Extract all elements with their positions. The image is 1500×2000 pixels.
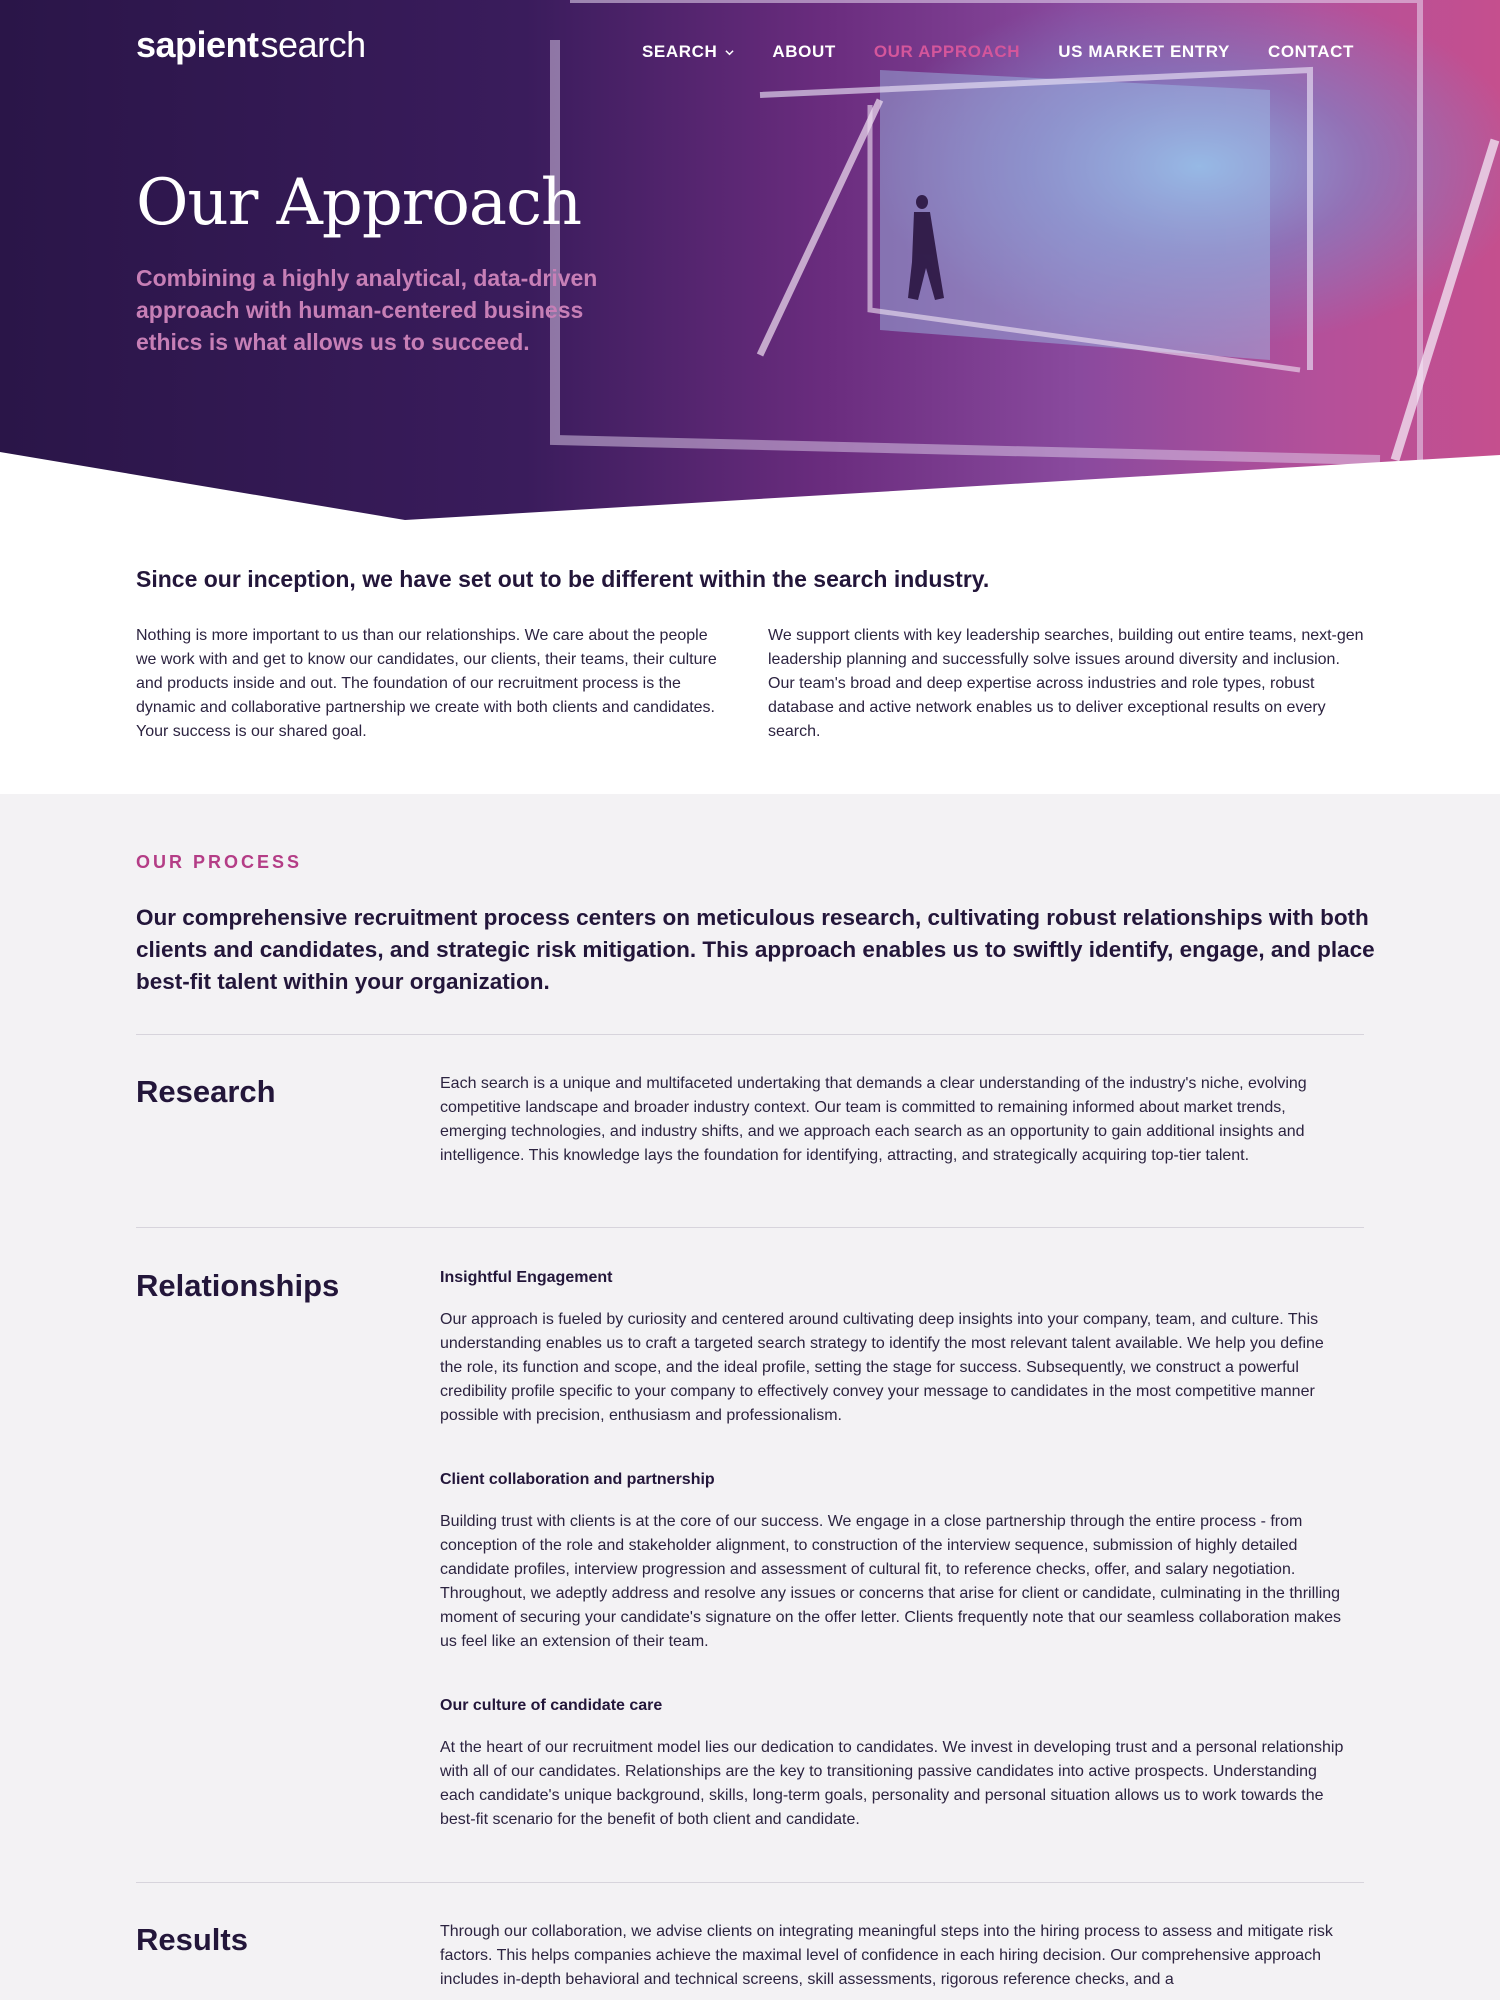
divider: [136, 1227, 1364, 1228]
paragraph-client-collaboration: Building trust with clients is at the core of our success. We engage in a close partnership through the entire process - from conception of the role and stakeholder alignment, to construction of the interview sequence, submission of highly detailed candidate profiles, interview progression and assessment of cultural fit, to reference checks, offer, and salary negotiation. Throughout, we adeptly address and resolve any issues or concerns that arise for client or candidate, culminating in the thrilling moment of securing your candidate's signature on the offer letter. Clients frequently note that our seamless collaboration makes us feel like an extension of their team.: [440, 1513, 1342, 1650]
process-eyebrow: OUR PROCESS: [136, 852, 303, 872]
results-body: Through our collaboration, we advise clients on integrating meaningful steps into the hiring process to assess and mitigate risk factors. This helps companies achieve the maximal level of confidence in each hiring decision. Our comprehensive approach includes in-depth behavioral and technical screens, skill assessments, rigorous reference checks, and a: [440, 1923, 1333, 1988]
nav-contact[interactable]: CONTACT: [1267, 42, 1354, 61]
relationships-body: [440, 1266, 1348, 1872]
logo-text-secondary: search: [260, 24, 366, 65]
results-title: Results: [136, 1922, 248, 1957]
divider: [136, 1034, 1364, 1035]
nav-us-market-entry[interactable]: US MARKET ENTRY: [1058, 42, 1230, 61]
sub-heading-client-collaboration: Client collaboration and partnership: [440, 1471, 715, 1488]
research-title: Research: [136, 1074, 276, 1109]
research-body: Each search is a unique and multifaceted undertaking that demands a clear understanding of the industry's niche, evolving competitive landscape and broader industry context. Our team is committed to remaining informed about market trends, emerging technologies, and industry shifts, and we approach each search as an opportunity to gain additional insights and intelligence. This knowledge lays the foundation for identifying, attracting, and strategically acquiring top-tier talent.: [440, 1075, 1307, 1164]
process-section: [0, 794, 1500, 2000]
intro-column-right: We support clients with key leadership searches, building out entire teams, next-gen leadership planning and successfully solve issues around diversity and inclusion. Our team's broad and deep expertise across industries and role types, robust database and active network enables us to deliver exceptional results on every search.: [768, 627, 1364, 740]
hero-subtitle: Combining a highly analytical, data-driven approach with human-centered business ethics is what allows us to succeed.: [136, 265, 598, 355]
page-title: Our Approach: [136, 166, 582, 240]
main-nav: [642, 42, 1354, 62]
hero-banner: [0, 0, 1500, 520]
paragraph-candidate-care: At the heart of our recruitment model lies our dedication to candidates. We invest in developing trust and a personal relationship with all of our candidates. Relationships are the key to transitioning passive candidates into active prospects. Understanding each candidate's unique background, skills, long-term goals, personality and personal situation allows us to work towards the best-fit scenario for the benefit of both client and candidate.: [440, 1739, 1344, 1828]
paragraph-insightful-engagement: Our approach is fueled by curiosity and centered around cultivating deep insights into your company, team, and culture. This understanding enables us to craft a targeted search strategy to identify the most relevant talent available. We help you define the role, its function and scope, and the ideal profile, setting the stage for success. Subsequently, we construct a powerful credibility profile specific to your company to effectively convey your message to candidates in the most competitive manner possible with precision, enthusiasm and professionalism.: [440, 1311, 1324, 1424]
hero-bottom-angle: [0, 0, 1500, 520]
nav-search[interactable]: [642, 42, 734, 62]
sub-heading-insightful-engagement: Insightful Engagement: [440, 1269, 613, 1286]
sub-heading-candidate-care: Our culture of candidate care: [440, 1697, 663, 1714]
nav-about[interactable]: ABOUT: [772, 42, 836, 61]
relationships-title: Relationships: [136, 1268, 340, 1303]
nav-search-label: SEARCH: [641, 42, 718, 61]
process-lead: Our comprehensive recruitment process centers on meticulous research, cultivating robust relationships with both clients and candidates, and strategic risk mitigation. This approach enables us to swiftly identify, engage, and place best-fit talent within your organization.: [136, 905, 1375, 994]
nav-our-approach[interactable]: OUR APPROACH: [873, 42, 1021, 61]
divider: [136, 1882, 1364, 1883]
logo[interactable]: [136, 24, 366, 66]
logo-text-primary: sapient: [136, 24, 259, 65]
chevron-down-icon: [725, 48, 734, 57]
intro-column-left: Nothing is more important to us than our relationships. We care about the people we work with and get to know our candidates, our clients, their teams, their culture and products inside and out. The foundation of our recruitment process is the dynamic and collaborative partnership we create with both clients and candidates. Your success is our shared goal.: [136, 627, 717, 740]
intro-heading: Since our inception, we have set out to be different within the search industry.: [136, 566, 990, 592]
intro-section: [0, 520, 1500, 794]
